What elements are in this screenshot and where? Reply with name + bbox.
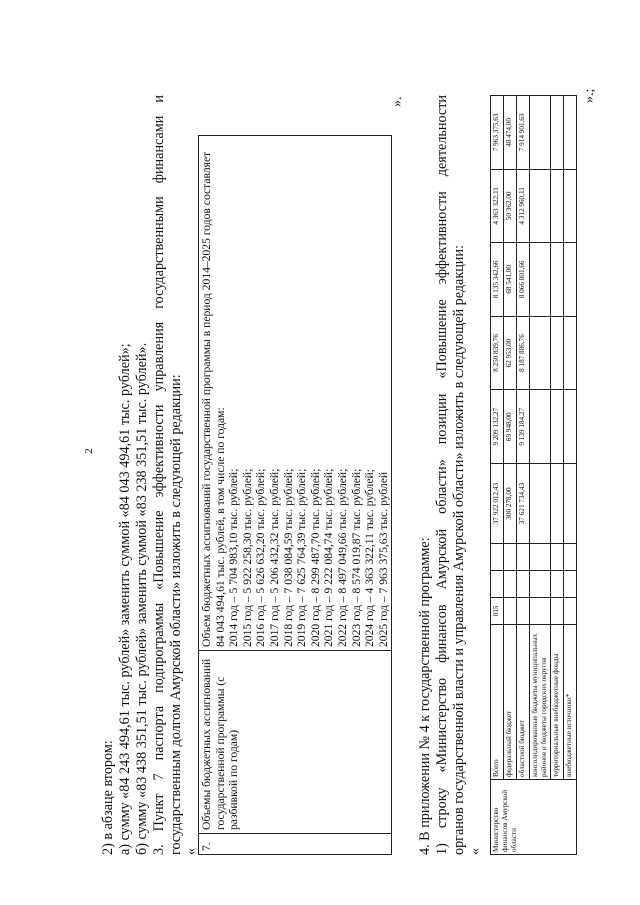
value-cell: 9 209 132,27 xyxy=(491,390,504,464)
empty-cell xyxy=(504,571,517,598)
value-cell: 7 914 901,63 xyxy=(517,96,530,170)
year-line: 2015 год – 5 922 258,30 тыс. рублей; xyxy=(240,468,254,647)
passport-item-content xyxy=(199,136,392,651)
paragraph-line: органов государственной власти и управления Амурской области» изложить в следующей редакции: xyxy=(451,245,467,855)
rotated-content xyxy=(100,55,600,855)
value-cell: 4 363 322,11 xyxy=(491,169,504,242)
paragraph-line: государственным долгом Амурской области» изложить в следующей редакции: xyxy=(168,374,184,855)
year-line: 2025 год – 7 963 375,63 тыс. рублей xyxy=(376,471,390,647)
passport-table xyxy=(198,135,392,855)
empty-cell xyxy=(517,544,530,571)
org-cell: Министерство финансов Амурской области xyxy=(491,780,577,855)
value-cell xyxy=(551,242,564,316)
value-cell: 37 922 012,43 xyxy=(491,464,504,544)
value-cell xyxy=(564,169,577,242)
year-line: 2022 год – 8 497 049,66 тыс. рублей; xyxy=(335,468,349,647)
value-cell xyxy=(530,242,551,316)
empty-cell xyxy=(504,598,517,625)
value-cell: 4 312 960,11 xyxy=(517,169,530,242)
year-line: 2014 год – 5 704 983,10 тыс. рублей; xyxy=(227,468,241,647)
value-cell: 7 963 375,63 xyxy=(491,96,504,170)
empty-cell xyxy=(491,544,504,571)
year-line: 2018 год – 7 038 084,59 тыс. рублей; xyxy=(281,468,295,647)
value-cell xyxy=(564,96,577,170)
paragraph-line: б) сумму «83 438 351,51 тыс. рублей» заменить суммой «83 238 351,51 тыс. рублей». xyxy=(134,342,150,855)
value-cell xyxy=(530,169,551,242)
empty-cell xyxy=(530,571,551,598)
page-number: 2 xyxy=(82,448,95,454)
value-cell xyxy=(530,96,551,170)
paragraph-line: 2) в абзаце втором: xyxy=(100,740,116,855)
empty-cell xyxy=(504,544,517,571)
empty-cell xyxy=(551,598,564,625)
value-cell: 62 953,00 xyxy=(504,316,517,390)
value-cell: 50 362,00 xyxy=(504,169,517,242)
paragraph-line: а) сумму «84 243 494,61 тыс. рублей» заменить суммой «84 043 494,61 тыс. рублей»; xyxy=(117,343,133,855)
row-label: внебюджетные источники* xyxy=(564,625,577,780)
value-cell: 8 135 342,66 xyxy=(491,242,504,316)
value-cell xyxy=(551,169,564,242)
value-cell: 9 139 184,27 xyxy=(517,390,530,464)
value-cell xyxy=(564,242,577,316)
year-line: 2017 год – 5 206 432,32 тыс. рублей; xyxy=(267,468,281,647)
close-quote: ».; xyxy=(582,88,597,103)
empty-cell xyxy=(564,598,577,625)
value-cell: 300 278,00 xyxy=(504,464,517,544)
year-line: 2019 год – 7 625 764,39 тыс. рублей; xyxy=(295,468,309,647)
value-cell: 48 474,00 xyxy=(504,96,517,170)
empty-cell xyxy=(491,571,504,598)
empty-cell xyxy=(517,571,530,598)
row-label: Всего xyxy=(491,625,504,780)
value-cell xyxy=(564,390,577,464)
row-label: областной бюджет xyxy=(517,625,530,780)
value-cell xyxy=(551,464,564,544)
year-line: 2023 год – 8 574 019,87 тыс. рублей; xyxy=(349,468,363,647)
paragraph-line: 1) строку «Министерство финансов Амурской области» позиции «Повышение эффективности деятельности xyxy=(434,95,450,855)
value-cell: 8 250 839,76 xyxy=(491,316,504,390)
empty-cell xyxy=(530,598,551,625)
value-cell xyxy=(564,464,577,544)
value-cell xyxy=(551,316,564,390)
row-label: консолидированные бюджеты муниципальных районов и бюджеты городских округов xyxy=(530,625,551,780)
appendix-table xyxy=(490,95,577,855)
year-line: 2020 год – 8 299 487,70 тыс. рублей; xyxy=(308,468,322,647)
paragraph-line: 4. В приложении № 4 к государственной программе: xyxy=(417,537,433,855)
passport-intro: Объем бюджетных ассигнований государственной программы в период 2014–2025 годов составляет 84 043 494,61 тыс. рублей, в том числе по годам: xyxy=(200,151,227,647)
value-cell xyxy=(530,464,551,544)
empty-cell xyxy=(517,598,530,625)
paragraph-line: 3. Пункт 7 паспорта подпрограммы «Повышение эффективности управления государственными финансами и xyxy=(151,95,167,855)
value-cell: 8 187 886,76 xyxy=(517,316,530,390)
value-cell xyxy=(530,316,551,390)
close-quote: ». xyxy=(390,96,405,107)
year-line: 2016 год – 5 626 632,20 тыс. рублей; xyxy=(254,468,268,647)
value-cell xyxy=(551,390,564,464)
empty-cell xyxy=(564,544,577,571)
value-cell: 68 541,00 xyxy=(504,242,517,316)
empty-cell xyxy=(551,544,564,571)
value-cell xyxy=(564,316,577,390)
code-cell: 015 xyxy=(491,598,504,625)
empty-cell xyxy=(530,544,551,571)
value-cell: 37 621 734,43 xyxy=(517,464,530,544)
year-line: 2024 год – 4 363 322,11 тыс. рублей; xyxy=(363,469,377,647)
passport-item-number: 7. xyxy=(199,834,392,855)
row-label: федеральный бюджет xyxy=(504,625,517,780)
empty-cell xyxy=(551,571,564,598)
value-cell xyxy=(551,96,564,170)
open-quote: « xyxy=(184,848,199,855)
value-cell: 8 066 801,66 xyxy=(517,242,530,316)
passport-item-label: Объемы бюджетных ассигнований государственной программы (с разбивкой по годам) xyxy=(199,651,392,834)
empty-cell xyxy=(564,571,577,598)
row-label: территориальные внебюджетные фонды xyxy=(551,625,564,780)
open-quote: « xyxy=(468,848,483,855)
year-line: 2021 год – 9 222 084,74 тыс. рублей; xyxy=(322,468,336,647)
value-cell xyxy=(530,390,551,464)
value-cell: 69 948,00 xyxy=(504,390,517,464)
